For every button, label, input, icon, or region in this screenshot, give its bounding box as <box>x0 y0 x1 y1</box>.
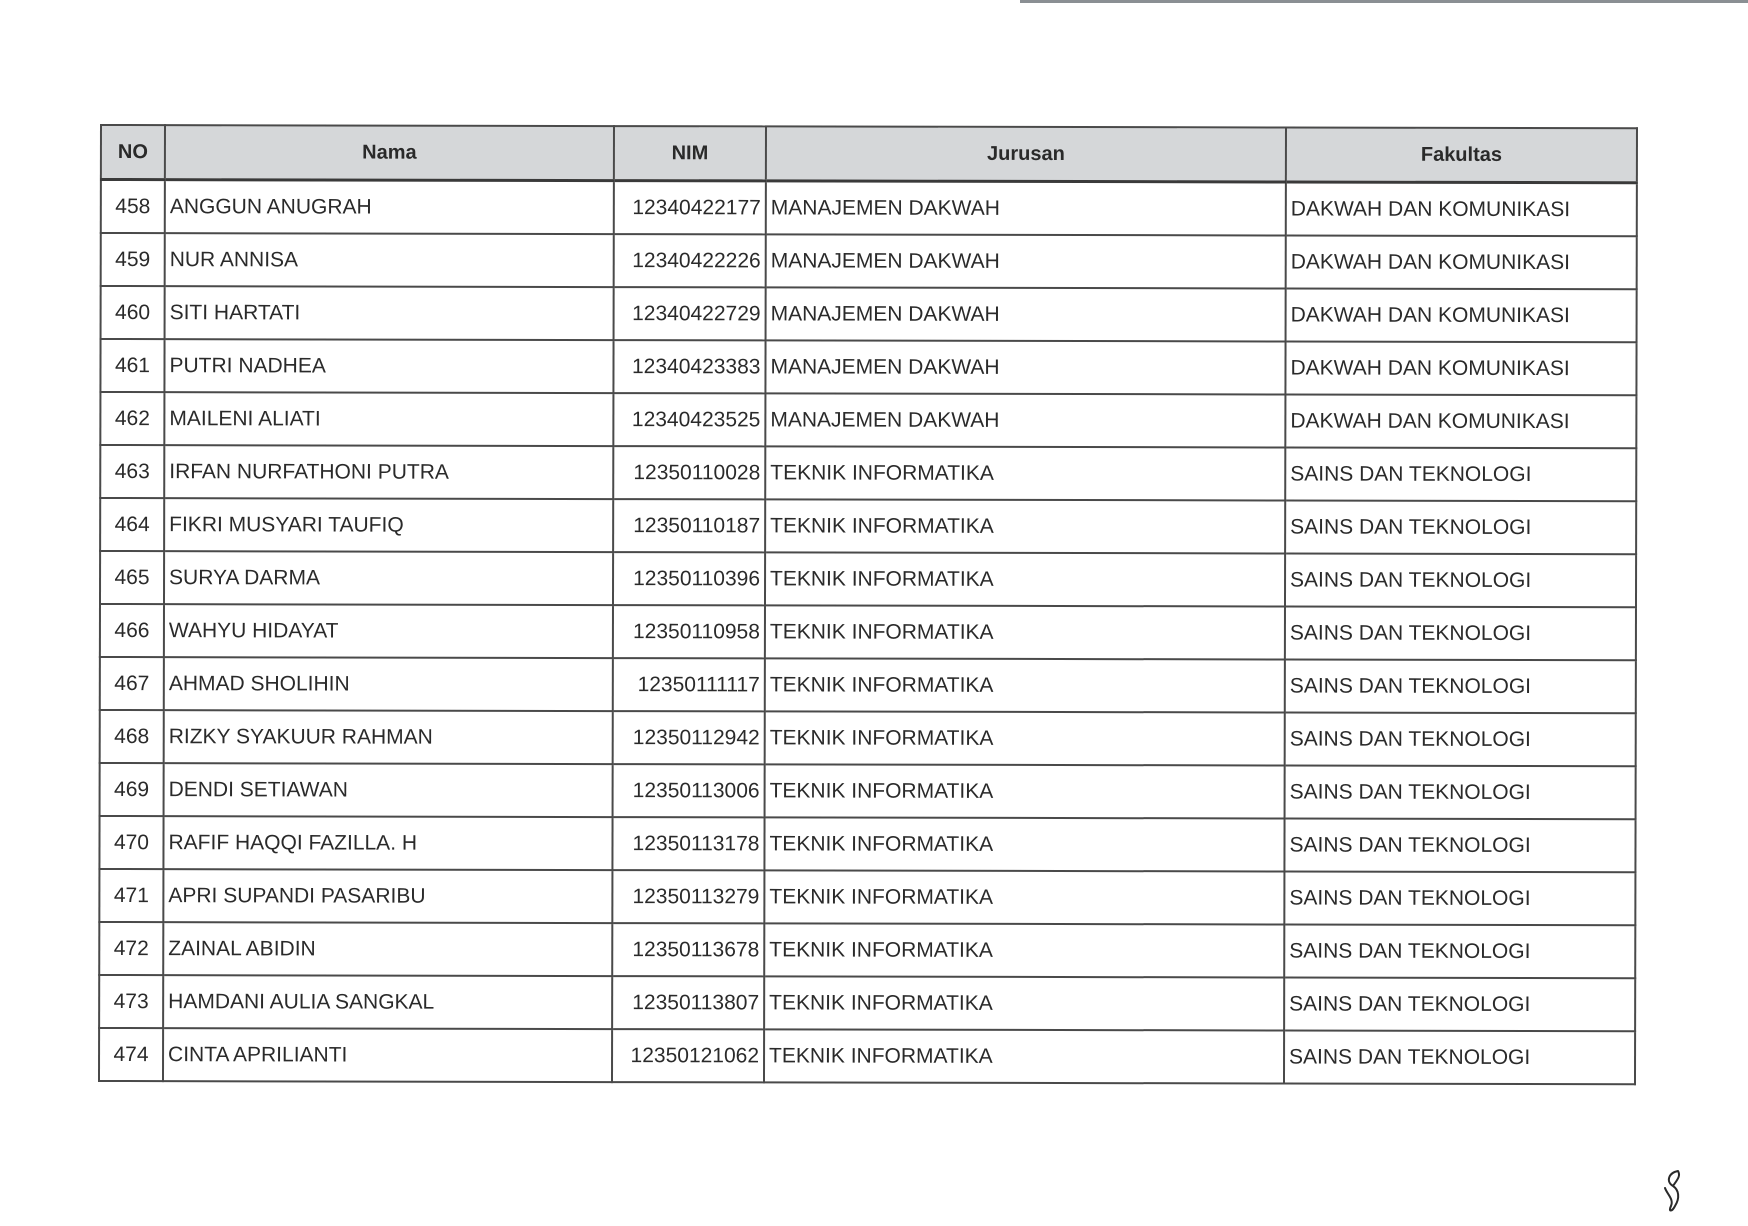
table-row <box>101 233 1637 289</box>
cell-fakultas: DAKWAH DAN KOMUNIKASI <box>1286 235 1637 289</box>
cell-nim: 12340423525 <box>613 393 765 446</box>
cell-nama: RIZKY SYAKUUR RAHMAN <box>164 710 613 764</box>
cell-no: 463 <box>100 445 164 498</box>
header-fakultas: Fakultas <box>1286 127 1637 182</box>
cell-jurusan: TEKNIK INFORMATIKA <box>765 552 1285 606</box>
cell-jurusan: TEKNIK INFORMATIKA <box>764 1029 1284 1083</box>
cell-no: 458 <box>101 180 165 234</box>
cell-nama: SITI HARTATI <box>165 286 614 340</box>
cell-fakultas: SAINS DAN TEKNOLOGI <box>1284 977 1635 1031</box>
cell-fakultas: SAINS DAN TEKNOLOGI <box>1285 659 1636 713</box>
table-body <box>99 180 1637 1085</box>
document-page <box>98 124 1636 1085</box>
cell-no: 467 <box>100 657 164 710</box>
header-row <box>101 125 1637 183</box>
cell-no: 465 <box>100 551 164 604</box>
cell-jurusan: TEKNIK INFORMATIKA <box>764 976 1284 1030</box>
cell-jurusan: TEKNIK INFORMATIKA <box>764 923 1284 977</box>
cell-no: 473 <box>99 975 163 1028</box>
cell-nim: 12350110028 <box>613 446 765 499</box>
cell-nim: 12350113678 <box>612 923 764 976</box>
cell-nim: 12340423383 <box>613 340 765 393</box>
table-row <box>100 392 1636 448</box>
table-row <box>99 975 1635 1031</box>
cell-jurusan: TEKNIK INFORMATIKA <box>765 711 1285 765</box>
cell-nama: ZAINAL ABIDIN <box>163 922 612 976</box>
header-no: NO <box>101 125 165 180</box>
table-header <box>101 125 1637 183</box>
cell-nim: 12350113178 <box>612 817 764 870</box>
cell-fakultas: DAKWAH DAN KOMUNIKASI <box>1285 394 1636 448</box>
cell-nama: RAFIF HAQQI FAZILLA. H <box>163 816 612 870</box>
cell-no: 462 <box>100 392 164 445</box>
cell-jurusan: TEKNIK INFORMATIKA <box>765 764 1285 818</box>
cell-nim: 12350111117 <box>613 658 765 711</box>
cell-nama: IRFAN NURFATHONI PUTRA <box>164 445 613 499</box>
cell-jurusan: TEKNIK INFORMATIKA <box>765 605 1285 659</box>
cell-jurusan: MANAJEMEN DAKWAH <box>766 234 1286 288</box>
cell-nama: FIKRI MUSYARI TAUFIQ <box>164 498 613 552</box>
table-row <box>100 604 1636 660</box>
header-nama: Nama <box>165 125 614 180</box>
table-row <box>100 763 1636 819</box>
cell-fakultas: SAINS DAN TEKNOLOGI <box>1284 924 1635 978</box>
cell-nama: CINTA APRILIANTI <box>163 1028 612 1082</box>
header-jurusan: Jurusan <box>766 126 1286 182</box>
cell-no: 474 <box>99 1028 163 1081</box>
cell-nim: 12340422177 <box>614 181 766 235</box>
table-row <box>100 710 1636 766</box>
cell-nama: WAHYU HIDAYAT <box>164 604 613 658</box>
cell-fakultas: SAINS DAN TEKNOLOGI <box>1285 500 1636 554</box>
cell-nama: NUR ANNISA <box>165 233 614 287</box>
cell-nama: HAMDANI AULIA SANGKAL <box>163 975 612 1029</box>
cell-nim: 12350110958 <box>613 605 765 658</box>
cell-nama: ANGGUN ANUGRAH <box>165 180 614 234</box>
cell-nim: 12350121062 <box>612 1029 764 1082</box>
cell-no: 459 <box>101 233 165 286</box>
student-table <box>98 124 1638 1085</box>
table-row <box>101 180 1637 237</box>
table-row <box>101 286 1637 342</box>
cell-jurusan: TEKNIK INFORMATIKA <box>764 870 1284 924</box>
cell-no: 468 <box>100 710 164 763</box>
cell-jurusan: TEKNIK INFORMATIKA <box>765 499 1285 553</box>
cell-no: 460 <box>101 286 165 339</box>
table-row <box>100 657 1636 713</box>
cell-jurusan: MANAJEMEN DAKWAH <box>766 181 1286 236</box>
cell-jurusan: MANAJEMEN DAKWAH <box>765 393 1285 447</box>
cell-fakultas: SAINS DAN TEKNOLOGI <box>1284 818 1635 872</box>
cell-fakultas: SAINS DAN TEKNOLOGI <box>1285 447 1636 501</box>
table-row <box>99 1028 1635 1084</box>
cell-no: 464 <box>100 498 164 551</box>
cell-nama: MAILENI ALIATI <box>164 392 613 446</box>
cell-jurusan: TEKNIK INFORMATIKA <box>764 817 1284 871</box>
cell-jurusan: MANAJEMEN DAKWAH <box>766 287 1286 341</box>
handwritten-page-number <box>1662 1168 1684 1216</box>
cell-nama: APRI SUPANDI PASARIBU <box>163 869 612 923</box>
cell-nim: 12350110396 <box>613 552 765 605</box>
cell-jurusan: TEKNIK INFORMATIKA <box>765 446 1285 500</box>
cell-fakultas: DAKWAH DAN KOMUNIKASI <box>1285 341 1636 395</box>
header-nim: NIM <box>614 126 766 181</box>
cell-no: 472 <box>99 922 163 975</box>
cell-nama: PUTRI NADHEA <box>164 339 613 393</box>
cell-no: 471 <box>99 869 163 922</box>
cell-no: 466 <box>100 604 164 657</box>
cell-nim: 12350113279 <box>612 870 764 923</box>
cell-fakultas: DAKWAH DAN KOMUNIKASI <box>1286 288 1637 342</box>
cell-jurusan: MANAJEMEN DAKWAH <box>765 340 1285 394</box>
cell-nama: SURYA DARMA <box>164 551 613 605</box>
cell-nim: 12350113006 <box>613 764 765 817</box>
cell-nim: 12340422729 <box>614 287 766 340</box>
table-row <box>100 551 1636 607</box>
cell-fakultas: SAINS DAN TEKNOLOGI <box>1285 606 1636 660</box>
cell-fakultas: DAKWAH DAN KOMUNIKASI <box>1286 182 1637 236</box>
cell-nim: 12350112942 <box>613 711 765 764</box>
cell-nama: AHMAD SHOLIHIN <box>164 657 613 711</box>
cell-no: 461 <box>100 339 164 392</box>
cell-no: 470 <box>99 816 163 869</box>
table-row <box>99 816 1635 872</box>
cell-nim: 12340422226 <box>614 234 766 287</box>
cell-fakultas: SAINS DAN TEKNOLOGI <box>1285 712 1636 766</box>
scan-edge-rule <box>1020 0 1748 3</box>
cell-fakultas: SAINS DAN TEKNOLOGI <box>1285 765 1636 819</box>
cell-jurusan: TEKNIK INFORMATIKA <box>765 658 1285 712</box>
cell-nama: DENDI SETIAWAN <box>164 763 613 817</box>
cell-nim: 12350113807 <box>612 976 764 1029</box>
table-row <box>100 339 1636 395</box>
cell-no: 469 <box>100 763 164 816</box>
table-row <box>99 869 1635 925</box>
cell-fakultas: SAINS DAN TEKNOLOGI <box>1284 871 1635 925</box>
table-row <box>99 922 1635 978</box>
table-row <box>100 445 1636 501</box>
cell-fakultas: SAINS DAN TEKNOLOGI <box>1285 553 1636 607</box>
cell-nim: 12350110187 <box>613 499 765 552</box>
table-row <box>100 498 1636 554</box>
cell-fakultas: SAINS DAN TEKNOLOGI <box>1284 1030 1635 1084</box>
